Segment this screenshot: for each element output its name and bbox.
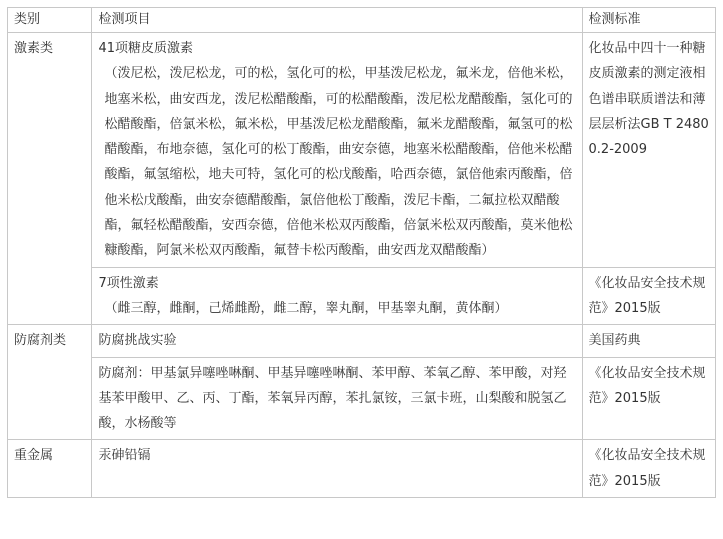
standard-glucocorticoids: 化妆品中四十一种糖皮质激素的测定液相色谱串联质谱法和薄层层析法GB T 24800.2-2009 bbox=[582, 33, 715, 268]
test-items-table bbox=[7, 7, 716, 498]
category-hormones: 激素类 bbox=[8, 33, 92, 325]
table-row bbox=[8, 440, 716, 498]
header-standard: 检测标准 bbox=[582, 8, 715, 33]
item-preservative-challenge: 防腐挑战实验 bbox=[92, 325, 582, 357]
category-heavy-metals: 重金属 bbox=[8, 440, 92, 498]
table-row bbox=[8, 357, 716, 440]
standard-heavy-metals: 《化妆品安全技术规范》2015版 bbox=[582, 440, 715, 498]
standard-preservative-challenge: 美国药典 bbox=[582, 325, 715, 357]
standard-preservative-agents: 《化妆品安全技术规范》2015版 bbox=[582, 357, 715, 440]
item-preservative-agents: 防腐剂：甲基氯异噻唑啉酮、甲基异噻唑啉酮、苯甲醇、苯氧乙醇、苯甲酸，对羟基苯甲酸甲、乙、丙、丁酯，苯氧异丙醇，苯扎氯铵，三氯卡班，山梨酸和脱氢乙酸，水杨酸等 bbox=[92, 357, 582, 440]
category-preservatives: 防腐剂类 bbox=[8, 325, 92, 440]
table-row bbox=[8, 33, 716, 268]
table-row bbox=[8, 325, 716, 357]
item-glucocorticoids bbox=[92, 33, 582, 268]
sex-hormones-list: （雌三醇，雌酮，己烯雌酚，雌二醇，睾丸酮，甲基睾丸酮，黄体酮） bbox=[104, 300, 508, 316]
header-category: 类别 bbox=[8, 8, 92, 33]
header-item: 检测项目 bbox=[92, 8, 582, 33]
glucocorticoid-title: 41项糖皮质激素 bbox=[98, 41, 193, 56]
item-sex-hormones bbox=[92, 267, 582, 325]
sex-hormones-title: 7项性激素 bbox=[98, 275, 159, 291]
table-row bbox=[8, 267, 716, 325]
table-header-row bbox=[8, 8, 716, 33]
glucocorticoid-list: （泼尼松，泼尼松龙，可的松，氢化可的松，甲基泼尼松龙，氟米龙，倍他米松，地塞米松，曲安西龙，泼尼松醋酸酯，可的松醋酸酯，泼尼松龙醋酸酯，氢化可的松醋酸酯，倍氯米松，氟米松，甲基泼尼松龙醋酸酯，氟米龙醋酸酯，氟氢可的松醋酸酯，布地奈德，氢化可的松丁酸酯，曲安奈德，地塞米松醋酸酯，倍他米松醋酸酯，氟氢缩松，地夫可特，氢化可的松戊酸酯，哈西奈德，氯倍他索丙酸酯，倍他米松戊酸酯，曲安奈德醋酸酯，氯倍他松丁酸酯，泼尼卡酯，二氟拉松双醋酸酯，氟轻松醋酸酯，安西奈德，倍他米松双丙酸酯，倍氯米松双丙酸酯，莫米他松糠酸酯，阿氯米松双丙酸酯，氟替卡松丙酸酯，曲安西龙双醋酸酯） bbox=[104, 66, 573, 259]
standard-sex-hormones: 《化妆品安全技术规范》2015版 bbox=[582, 267, 715, 325]
item-heavy-metals: 汞砷铅镉 bbox=[92, 440, 582, 498]
